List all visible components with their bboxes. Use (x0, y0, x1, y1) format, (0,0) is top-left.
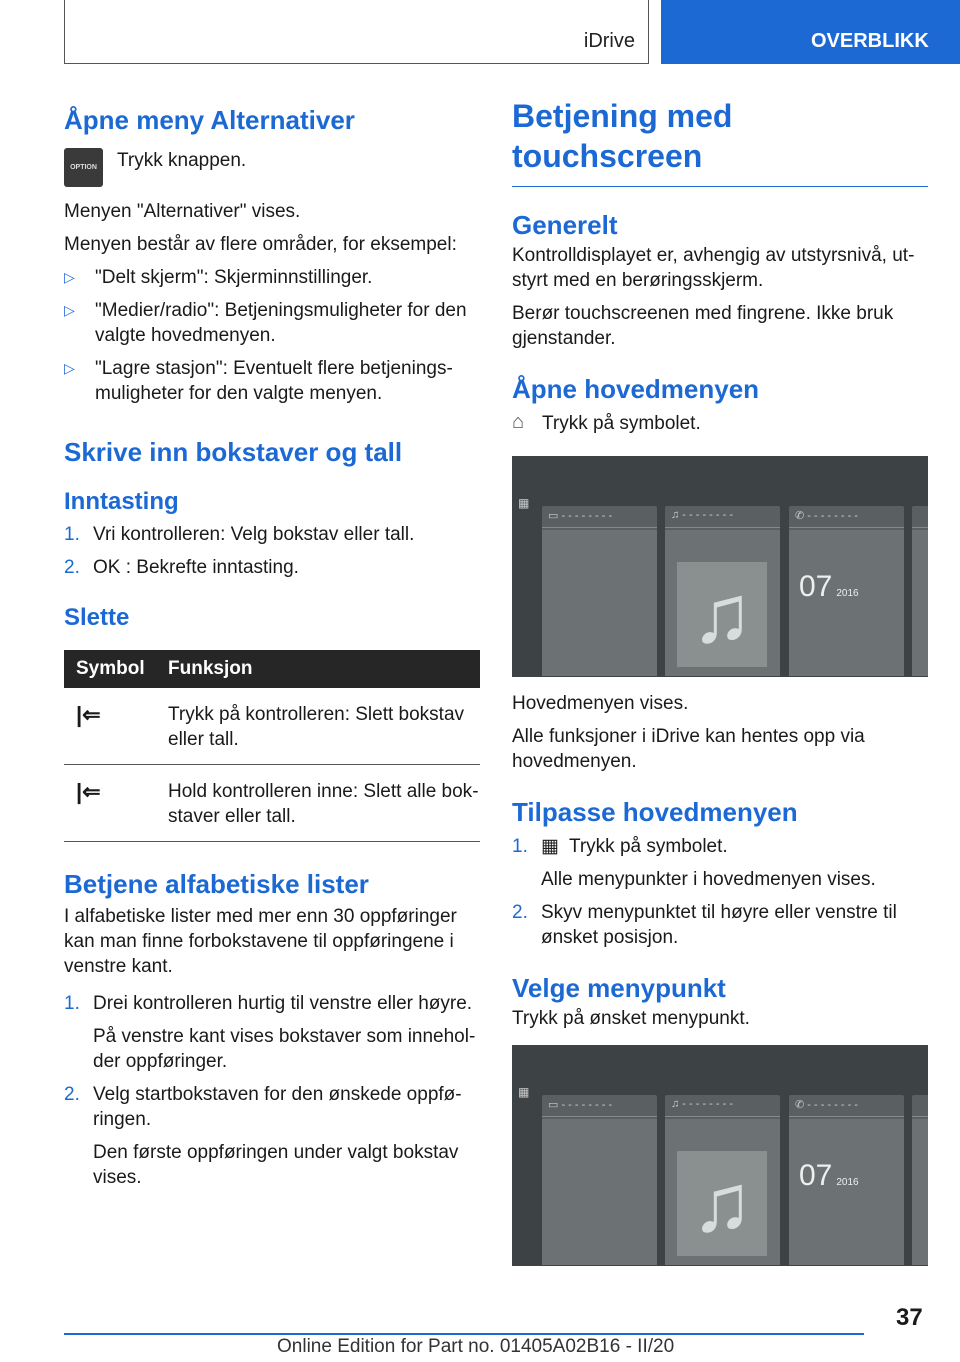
delete-arrow-icon: |⇐ (64, 688, 156, 765)
bullet-triangle-icon: ▷ (64, 360, 75, 376)
music-icon: ♫ - - - - - - - - (665, 1095, 780, 1117)
main-p1: Hovedmenyen vises. (512, 693, 689, 714)
options-p1: Menyen "Alternativer" vises. (64, 201, 301, 222)
car-icon: ▭ - - - - - - - - (542, 1095, 657, 1117)
music-note-icon: ♫ (677, 1151, 767, 1256)
header-section: iDrive (583, 30, 635, 52)
alpha-steps (64, 991, 480, 1190)
select-paragraph: Trykk på ønsket menypunkt. (512, 1008, 750, 1029)
table-row: |⇐ Hold kontrolleren inne: Slett alle bokstaver eller tall. (64, 765, 480, 842)
list-item: 2. Velg startbokstaven for den ønskede oppføringen. (64, 1084, 462, 1130)
phone-icon: ✆ - - - - - - - - (789, 506, 904, 528)
heading-delete: Slette (64, 604, 130, 631)
list-item: ▷ "Medier/radio": Betjeningsmuligheter for den valgte hovedmenyen. (64, 300, 467, 346)
customize-steps (512, 834, 928, 950)
option-instruction (64, 148, 480, 187)
left-column (64, 96, 480, 1190)
general-p1: Kontrolldisplayet er, avhengig av utstyrsnivå, utstyrt med en berøringsskjerm. (512, 245, 915, 291)
list-item: ▷ "Delt skjerm": Skjerminnstillinger. (64, 267, 373, 288)
list-item: 1. Vri kontrolleren: Velg bokstav eller tall. (64, 524, 415, 545)
tile-car (542, 506, 657, 676)
menu-grid-icon: ▦ (518, 1085, 530, 1099)
tile-car (542, 1095, 657, 1265)
bullet-triangle-icon: ▷ (64, 269, 75, 285)
car-icon: ▭ - - - - - - - - (542, 506, 657, 528)
menu-grid-icon: ▦ (518, 496, 530, 510)
music-note-icon: ♫ (677, 562, 767, 667)
header-frame (64, 0, 649, 64)
option-button-icon: OPTION (64, 148, 103, 187)
date-display: 07 2016 (799, 570, 859, 603)
list-item: 1. Drei kontrolleren hurtig til venstre eller høyre. (64, 993, 473, 1014)
header-chapter: OVERBLIKK (661, 0, 960, 64)
heading-input: Inntasting (64, 488, 179, 515)
tile-calendar (789, 1095, 904, 1265)
tile-partial (912, 506, 928, 676)
tile-media (665, 1095, 780, 1265)
main-menu-screenshot-2 (512, 1045, 928, 1266)
page-number: 37 (896, 1304, 923, 1331)
list-item: ▷ "Lagre stasjon": Eventuelt flere betjeningsmuligheter for den valgte menyen. (64, 358, 453, 404)
right-column (512, 96, 928, 1266)
table-header-row: Symbol Funksjon (64, 650, 480, 688)
main-p2: Alle funksjoner i iDrive kan hentes opp via hovedmenyen. (512, 726, 865, 772)
options-bullets (64, 265, 480, 406)
date-display: 07 2016 (799, 1159, 859, 1192)
tile-partial (912, 1095, 928, 1265)
input-steps (64, 522, 480, 580)
home-instruction: ⌂ Trykk på symbolet. (512, 411, 701, 434)
press-button-text: Trykk knappen. (117, 150, 247, 171)
tile-calendar (789, 506, 904, 676)
heading-general: Generelt (512, 210, 618, 240)
heading-select: Velge menypunkt (512, 973, 726, 1003)
list-item: 2. OK : Bekrefte inntasting. (64, 557, 299, 578)
heading-mainmenu: Åpne hovedmenyen (512, 374, 760, 404)
heading-customize: Tilpasse hovedmenyen (512, 797, 798, 827)
footer-edition: Online Edition for Part no. 01405A02B16 - II/20 (277, 1336, 675, 1357)
phone-icon: ✆ - - - - - - - - (789, 1095, 904, 1117)
delete-arrow-icon: |⇐ (64, 765, 156, 842)
delete-table (64, 650, 480, 842)
list-item: På venstre kant vises bokstaver som inneholder oppføringer. (93, 1026, 476, 1072)
tile-media (665, 506, 780, 676)
main-menu-screenshot (512, 456, 928, 677)
general-p2: Berør touchscreenen med fingrene. Ikke bruk gjenstander. (512, 303, 894, 349)
heading-letters: Skrive inn bokstaver og tall (64, 437, 403, 467)
list-item: Alle menypunkter i hovedmenyen vises. (541, 869, 876, 890)
options-p2: Menyen består av flere områder, for eksempel: (64, 234, 457, 255)
table-row: |⇐ Trykk på kontrolleren: Slett bokstav eller tall. (64, 688, 480, 765)
bullet-triangle-icon: ▷ (64, 302, 75, 318)
alpha-paragraph: I alfabetiske lister med mer enn 30 oppføringer kan man finne forbokstavene til oppføringene i venstre kant. (64, 906, 457, 977)
home-icon: ⌂ (512, 411, 525, 433)
music-icon: ♫ - - - - - - - - (665, 506, 780, 528)
menu-grid-icon: ▦ (541, 836, 559, 857)
heading-options: Åpne meny Alternativer (64, 105, 355, 135)
list-item: 2. Skyv menypunktet til høyre eller venstre til ønsket posisjon. (512, 902, 897, 948)
list-item: Den første oppføringen under valgt bokstav vises. (93, 1142, 459, 1188)
heading-touch: Betjening med touchscreen (512, 96, 928, 187)
list-item: 1. ▦ Trykk på symbolet. (512, 836, 728, 857)
footer-divider (64, 1333, 864, 1335)
heading-alpha: Betjene alfabetiske lister (64, 869, 369, 899)
